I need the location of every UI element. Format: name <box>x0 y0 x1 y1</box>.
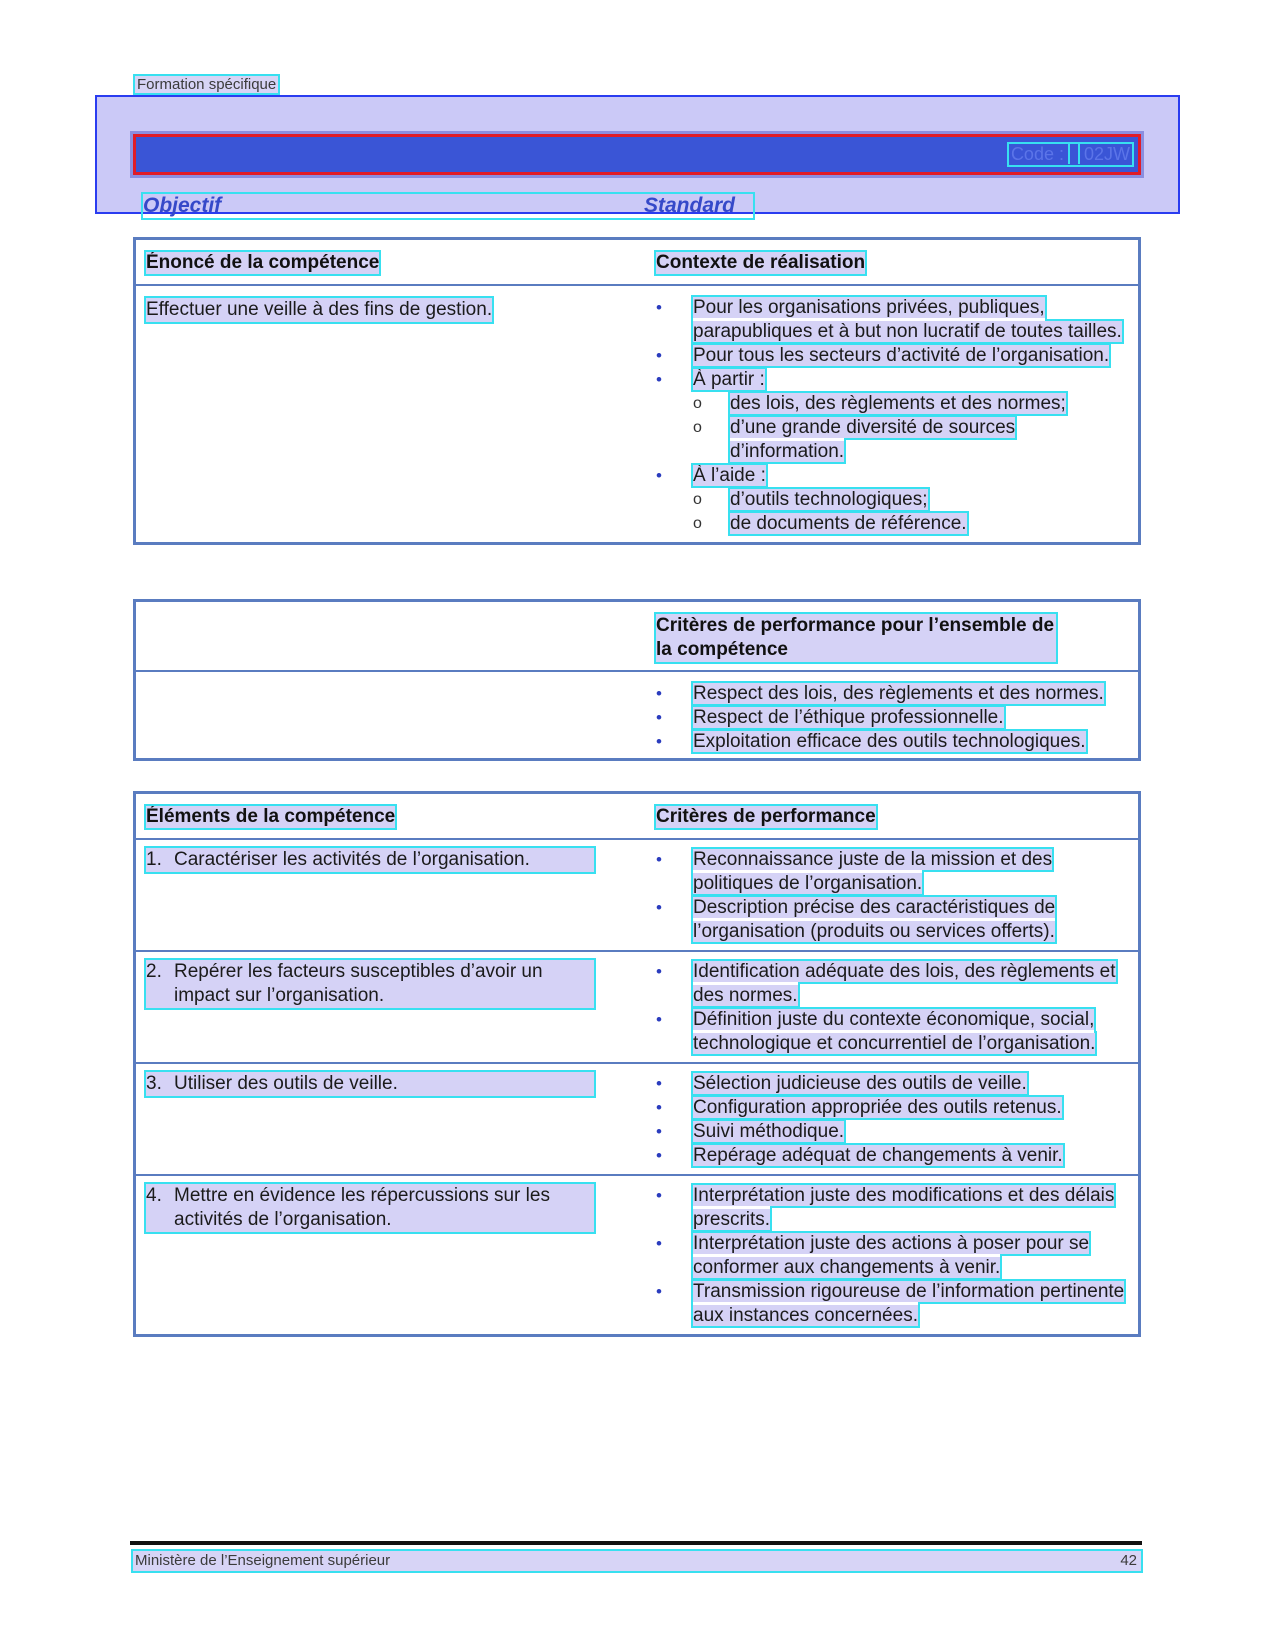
element-text <box>146 1072 594 1096</box>
context-subitem-text: des lois, des règlements et des normes; <box>730 393 1066 414</box>
context-subitem <box>693 416 1128 464</box>
criterion-text: Description précise des caractéristiques de l’organisation (produits ou services offerts). <box>693 897 1056 942</box>
context-subitem-text: d’une grande diversité de sources d’information. <box>730 417 1016 462</box>
overall-criterion <box>656 682 1128 706</box>
running-header: Formation spécifique <box>137 76 277 93</box>
context-item <box>656 464 1128 536</box>
elements-criteria-table <box>133 791 1141 1337</box>
context-item <box>656 296 1128 344</box>
overall-criterion-text: Exploitation efficace des outils technologiques. <box>693 731 1086 752</box>
element-cell <box>135 951 657 1063</box>
criterion <box>656 1184 1128 1232</box>
element-row <box>135 839 1140 951</box>
element-row <box>135 1175 1140 1336</box>
overall-criterion-text: Respect des lois, des règlements et des normes. <box>693 683 1104 704</box>
overall-criteria-list <box>656 682 1128 754</box>
criterion-text: Transmission rigoureuse de l’information pertinente aux instances concernées. <box>693 1281 1125 1326</box>
criterion-text: Reconnaissance juste de la mission et des politiques de l’organisation. <box>693 849 1053 894</box>
element-label: Caractériser les activités de l’organisation. <box>174 849 530 870</box>
criterion <box>656 896 1128 944</box>
criterion-text: Sélection judicieuse des outils de veille. <box>693 1073 1027 1094</box>
context-item-text: Pour tous les secteurs d’activité de l’organisation. <box>693 345 1110 366</box>
page-number: 42 <box>1120 1552 1137 1569</box>
code-separator <box>1068 144 1080 164</box>
context-item <box>656 344 1128 368</box>
overall-criterion <box>656 706 1128 730</box>
context-subitem <box>693 512 1128 536</box>
context-list <box>656 296 1128 536</box>
overall-criterion-text: Respect de l’éthique professionnelle. <box>693 707 1004 728</box>
element-row <box>135 1063 1140 1175</box>
heading-objectif: Objectif <box>143 194 222 217</box>
criterion-text: Interprétation juste des modifications et des délais prescrits. <box>693 1185 1115 1230</box>
code-bar <box>133 134 1141 175</box>
criteria-cell <box>656 839 1140 951</box>
element-number: 1. <box>146 849 162 870</box>
header-context: Contexte de réalisation <box>656 252 866 273</box>
criterion <box>656 1120 1128 1144</box>
criterion-text: Configuration appropriée des outils retenus. <box>693 1097 1062 1118</box>
element-label: Utiliser des outils de veille. <box>174 1073 398 1094</box>
element-label: Mettre en évidence les répercussions sur les activités de l’organisation. <box>174 1185 550 1230</box>
element-number: 2. <box>146 961 162 982</box>
criterion-text: Interprétation juste des actions à poser pour se conformer aux changements à venir. <box>693 1233 1090 1278</box>
element-cell <box>135 1175 657 1336</box>
header-elements: Éléments de la compétence <box>146 806 396 827</box>
context-item-text: À partir : <box>693 369 765 390</box>
context-item <box>656 368 1128 464</box>
criterion-text: Suivi méthodique. <box>693 1121 845 1142</box>
overall-criterion <box>656 730 1128 754</box>
overall-criteria-table <box>133 599 1141 761</box>
context-subitem <box>693 488 1128 512</box>
header-statement: Énoncé de la compétence <box>146 252 380 273</box>
criterion <box>656 848 1128 896</box>
header-overall-criteria: Critères de performance pour l’ensemble de la compétence <box>656 615 1055 660</box>
criteria-list <box>656 848 1128 944</box>
criteria-list <box>656 960 1128 1056</box>
context-sublist <box>693 488 1128 536</box>
statement-context-table <box>133 237 1141 545</box>
criterion-text: Identification adéquate des lois, des règlements et des normes. <box>693 961 1116 1006</box>
code-label: Code : <box>1010 144 1064 164</box>
element-text <box>146 848 594 872</box>
context-subitem-text: d’outils technologiques; <box>730 489 928 510</box>
context-sublist <box>693 392 1128 464</box>
element-label: Repérer les facteurs susceptibles d’avoir un impact sur l’organisation. <box>174 961 543 1006</box>
footer-rule <box>130 1541 1142 1545</box>
criterion <box>656 1144 1128 1168</box>
context-item-text: Pour les organisations privées, publiques, parapubliques et à but non lucratif de toutes tailles. <box>693 297 1122 342</box>
element-text <box>146 1184 594 1232</box>
footer-ministry: Ministère de l’Enseignement supérieur <box>135 1552 391 1569</box>
criteria-cell <box>656 1175 1140 1336</box>
criterion-text: Définition juste du contexte économique, social, technologique et concurrentiel de l’organisation. <box>693 1009 1096 1054</box>
context-subitem <box>693 392 1128 416</box>
criterion <box>656 960 1128 1008</box>
competency-statement: Effectuer une veille à des fins de gestion. <box>146 299 493 320</box>
code-value: 02JW <box>1083 144 1130 164</box>
competency-code <box>1009 144 1132 165</box>
page-footer <box>133 1551 1141 1571</box>
element-cell <box>135 839 657 951</box>
criterion <box>656 1072 1128 1096</box>
header-performance-criteria: Critères de performance <box>656 806 876 827</box>
criterion <box>656 1232 1128 1280</box>
element-number: 4. <box>146 1185 162 1206</box>
criterion <box>656 1280 1128 1328</box>
heading-standard: Standard <box>644 194 736 217</box>
criteria-list <box>656 1072 1128 1168</box>
section-headings <box>143 194 753 218</box>
criteria-list <box>656 1184 1128 1328</box>
criteria-cell <box>656 1063 1140 1175</box>
context-subitem-text: de documents de référence. <box>730 513 967 534</box>
element-cell <box>135 1063 657 1175</box>
criterion <box>656 1096 1128 1120</box>
element-row <box>135 951 1140 1063</box>
element-number: 3. <box>146 1073 162 1094</box>
criteria-cell <box>656 951 1140 1063</box>
criterion <box>656 1008 1128 1056</box>
element-text <box>146 960 594 1008</box>
criterion-text: Repérage adéquat de changements à venir. <box>693 1145 1063 1166</box>
context-item-text: À l’aide : <box>693 465 766 486</box>
